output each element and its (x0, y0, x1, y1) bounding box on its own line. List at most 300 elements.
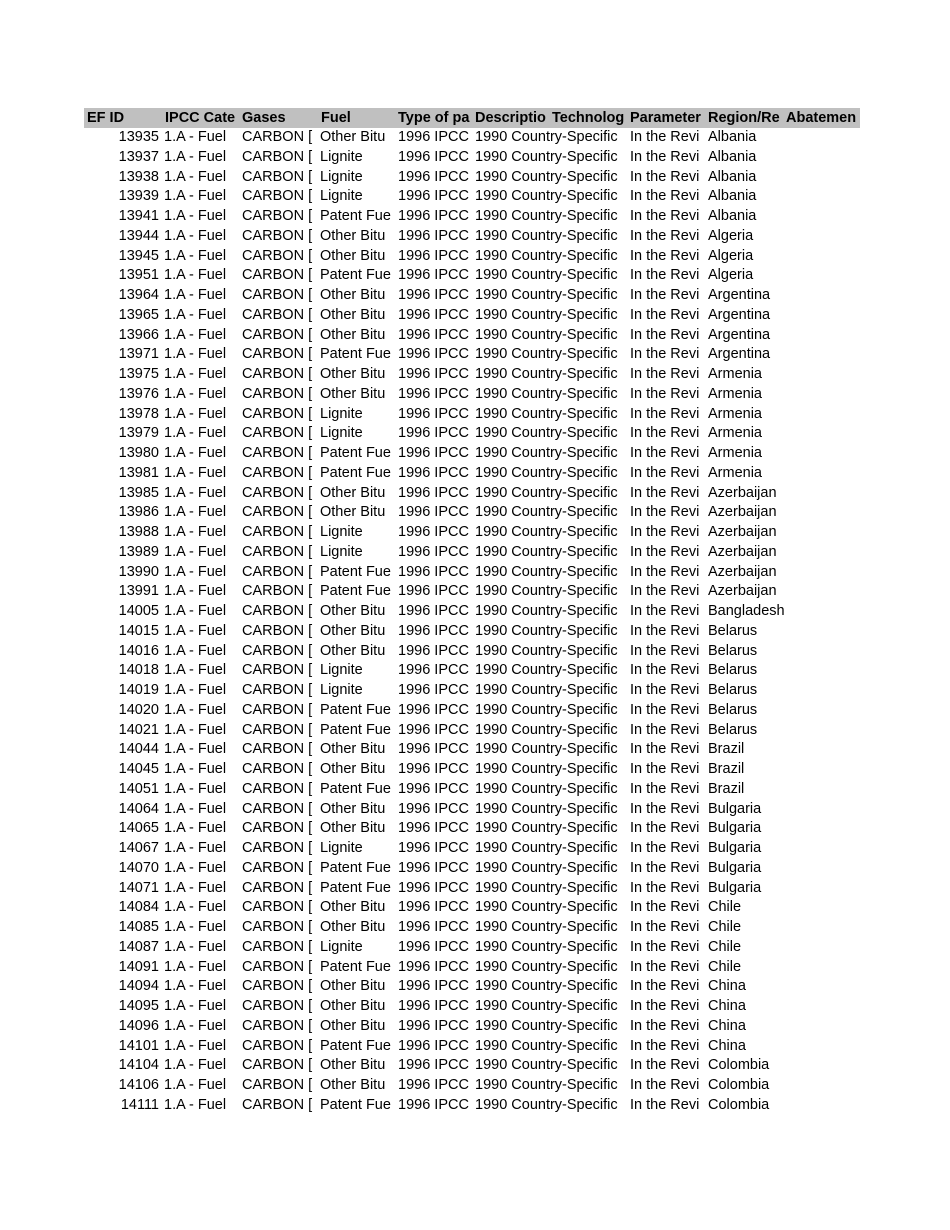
ipcc-category-cell[interactable]: 1.A - Fuel (164, 741, 227, 758)
description-cell[interactable]: 1990 Country-Specific (475, 780, 618, 797)
description-cell[interactable]: 1990 Country-Specific (475, 385, 618, 402)
description-cell[interactable]: 1990 Country-Specific (475, 543, 618, 560)
type-of-parameter-cell[interactable]: 1996 IPCC (398, 741, 469, 758)
abatement-cell[interactable] (785, 760, 860, 780)
gases-cell[interactable]: CARBON [ (242, 346, 313, 363)
gases-cell[interactable]: CARBON [ (242, 326, 313, 343)
ef-id-cell[interactable]: 14094 (118, 978, 159, 995)
header-gases[interactable]: Gases (242, 110, 286, 126)
region-cell[interactable]: Argentina (708, 326, 771, 343)
type-of-parameter-cell[interactable]: 1996 IPCC (398, 385, 469, 402)
ipcc-category-cell[interactable]: 1.A - Fuel (164, 326, 227, 343)
header-technology[interactable]: Technolog (552, 110, 625, 126)
description-cell[interactable]: 1990 Country-Specific (475, 168, 618, 185)
region-cell[interactable]: Armenia (708, 464, 762, 481)
ef-id-cell[interactable]: 13981 (118, 464, 159, 481)
abatement-cell[interactable] (785, 938, 860, 958)
type-of-parameter-cell[interactable]: 1996 IPCC (398, 267, 469, 284)
abatement-cell[interactable] (785, 839, 860, 859)
parameter-cell[interactable]: In the Revi (630, 958, 700, 975)
description-cell[interactable]: 1990 Country-Specific (475, 583, 618, 600)
abatement-cell[interactable] (785, 207, 860, 227)
region-cell[interactable]: Algeria (708, 247, 754, 264)
region-cell[interactable]: Belarus (708, 701, 758, 718)
technology-cell[interactable] (551, 740, 629, 760)
fuel-cell[interactable]: Patent Fue (320, 464, 391, 481)
type-of-parameter-cell[interactable]: 1996 IPCC (398, 958, 469, 975)
ef-id-cell[interactable]: 13945 (118, 247, 159, 264)
ef-id-cell[interactable]: 13966 (118, 326, 159, 343)
region-cell[interactable]: Chile (708, 919, 742, 935)
technology-cell[interactable] (551, 128, 629, 148)
fuel-cell[interactable]: Patent Fue (320, 563, 391, 580)
ipcc-category-cell[interactable]: 1.A - Fuel (164, 761, 227, 777)
fuel-cell[interactable]: Patent Fue (320, 1096, 391, 1113)
abatement-cell[interactable] (785, 661, 860, 681)
technology-cell[interactable] (551, 780, 629, 800)
parameter-cell[interactable]: In the Revi (630, 761, 700, 777)
ef-id-cell[interactable]: 13937 (118, 148, 159, 165)
ipcc-category-cell[interactable]: 1.A - Fuel (164, 1096, 227, 1113)
description-cell[interactable]: 1990 Country-Specific (475, 879, 618, 896)
fuel-cell[interactable]: Other Bitu (320, 1017, 386, 1034)
abatement-cell[interactable] (785, 859, 860, 879)
type-of-parameter-cell[interactable]: 1996 IPCC (398, 287, 469, 303)
fuel-cell[interactable]: Other Bitu (320, 820, 386, 837)
fuel-cell[interactable]: Other Bitu (320, 603, 386, 619)
ef-id-cell[interactable]: 13986 (118, 504, 159, 521)
ipcc-category-cell[interactable]: 1.A - Fuel (164, 366, 227, 382)
parameter-cell[interactable]: In the Revi (630, 780, 700, 797)
parameter-cell[interactable]: In the Revi (630, 899, 700, 916)
description-cell[interactable]: 1990 Country-Specific (475, 326, 618, 343)
type-of-parameter-cell[interactable]: 1996 IPCC (398, 840, 469, 856)
parameter-cell[interactable]: In the Revi (630, 879, 700, 896)
fuel-cell[interactable]: Lignite (320, 188, 363, 205)
region-cell[interactable]: Albania (708, 148, 757, 165)
ef-id-cell[interactable]: 13975 (118, 366, 159, 382)
technology-cell[interactable] (551, 306, 629, 326)
region-cell[interactable]: Azerbaijan (708, 583, 777, 600)
gases-cell[interactable]: CARBON [ (242, 504, 313, 521)
type-of-parameter-cell[interactable]: 1996 IPCC (398, 247, 469, 264)
fuel-cell[interactable]: Patent Fue (320, 445, 391, 461)
region-cell[interactable]: Bulgaria (708, 800, 762, 817)
gases-cell[interactable]: CARBON [ (242, 622, 313, 639)
technology-cell[interactable] (551, 385, 629, 405)
gases-cell[interactable]: CARBON [ (242, 701, 313, 718)
parameter-cell[interactable]: In the Revi (630, 129, 700, 145)
gases-cell[interactable]: CARBON [ (242, 761, 313, 777)
abatement-cell[interactable] (785, 642, 860, 662)
ef-id-cell[interactable]: 13979 (118, 425, 159, 442)
type-of-parameter-cell[interactable]: 1996 IPCC (398, 227, 469, 244)
type-of-parameter-cell[interactable]: 1996 IPCC (398, 405, 469, 422)
abatement-cell[interactable] (785, 1017, 860, 1037)
abatement-cell[interactable] (785, 740, 860, 760)
gases-cell[interactable]: CARBON [ (242, 287, 313, 303)
gases-cell[interactable]: CARBON [ (242, 642, 313, 659)
technology-cell[interactable] (551, 247, 629, 267)
fuel-cell[interactable]: Other Bitu (320, 287, 386, 303)
type-of-parameter-cell[interactable]: 1996 IPCC (398, 761, 469, 777)
technology-cell[interactable] (551, 266, 629, 286)
fuel-cell[interactable]: Patent Fue (320, 780, 391, 797)
gases-cell[interactable]: CARBON [ (242, 998, 313, 1014)
ef-id-cell[interactable]: 13964 (118, 287, 159, 303)
fuel-cell[interactable]: Other Bitu (320, 1057, 386, 1074)
ipcc-category-cell[interactable]: 1.A - Fuel (164, 188, 227, 205)
gases-cell[interactable]: CARBON [ (242, 267, 313, 284)
technology-cell[interactable] (551, 207, 629, 227)
abatement-cell[interactable] (785, 681, 860, 701)
description-cell[interactable]: 1990 Country-Specific (475, 899, 618, 916)
technology-cell[interactable] (551, 977, 629, 997)
parameter-cell[interactable]: In the Revi (630, 603, 700, 619)
abatement-cell[interactable] (785, 879, 860, 899)
type-of-parameter-cell[interactable]: 1996 IPCC (398, 346, 469, 363)
ipcc-category-cell[interactable]: 1.A - Fuel (164, 306, 227, 323)
technology-cell[interactable] (551, 958, 629, 978)
region-cell[interactable]: Bulgaria (708, 859, 762, 876)
abatement-cell[interactable] (785, 128, 860, 148)
ef-id-cell[interactable]: 13978 (118, 405, 159, 422)
gases-cell[interactable]: CARBON [ (242, 445, 313, 461)
gases-cell[interactable]: CARBON [ (242, 405, 313, 422)
region-cell[interactable]: Belarus (708, 642, 758, 659)
description-cell[interactable]: 1990 Country-Specific (475, 405, 618, 422)
header-description[interactable]: Descriptio (475, 110, 546, 126)
abatement-cell[interactable] (785, 977, 860, 997)
abatement-cell[interactable] (785, 148, 860, 168)
gases-cell[interactable]: CARBON [ (242, 524, 313, 540)
fuel-cell[interactable]: Other Bitu (320, 919, 386, 935)
parameter-cell[interactable]: In the Revi (630, 188, 700, 205)
abatement-cell[interactable] (785, 168, 860, 188)
region-cell[interactable]: Armenia (708, 425, 762, 442)
description-cell[interactable]: 1990 Country-Specific (475, 642, 618, 659)
ef-id-cell[interactable]: 13991 (118, 583, 159, 600)
ipcc-category-cell[interactable]: 1.A - Fuel (164, 464, 227, 481)
gases-cell[interactable]: CARBON [ (242, 899, 313, 916)
description-cell[interactable]: 1990 Country-Specific (475, 701, 618, 718)
abatement-cell[interactable] (785, 701, 860, 721)
ipcc-category-cell[interactable]: 1.A - Fuel (164, 227, 227, 244)
technology-cell[interactable] (551, 642, 629, 662)
gases-cell[interactable]: CARBON [ (242, 1096, 313, 1113)
type-of-parameter-cell[interactable]: 1996 IPCC (398, 662, 469, 679)
technology-cell[interactable] (551, 582, 629, 602)
abatement-cell[interactable] (785, 424, 860, 444)
description-cell[interactable]: 1990 Country-Specific (475, 682, 618, 698)
ef-id-cell[interactable]: 13988 (118, 524, 159, 540)
description-cell[interactable]: 1990 Country-Specific (475, 524, 618, 540)
description-cell[interactable]: 1990 Country-Specific (475, 129, 618, 145)
ipcc-category-cell[interactable]: 1.A - Fuel (164, 978, 227, 995)
gases-cell[interactable]: CARBON [ (242, 208, 313, 224)
technology-cell[interactable] (551, 326, 629, 346)
technology-cell[interactable] (551, 859, 629, 879)
description-cell[interactable]: 1990 Country-Specific (475, 1057, 618, 1074)
description-cell[interactable]: 1990 Country-Specific (475, 504, 618, 521)
parameter-cell[interactable]: In the Revi (630, 504, 700, 521)
type-of-parameter-cell[interactable]: 1996 IPCC (398, 524, 469, 540)
description-cell[interactable]: 1990 Country-Specific (475, 978, 618, 995)
region-cell[interactable]: Chile (708, 958, 742, 975)
abatement-cell[interactable] (785, 523, 860, 543)
abatement-cell[interactable] (785, 247, 860, 267)
ef-id-cell[interactable]: 14104 (118, 1057, 159, 1074)
gases-cell[interactable]: CARBON [ (242, 978, 313, 995)
region-cell[interactable]: Colombia (708, 1057, 770, 1074)
ef-id-cell[interactable]: 14071 (118, 879, 159, 896)
abatement-cell[interactable] (785, 266, 860, 286)
parameter-cell[interactable]: In the Revi (630, 405, 700, 422)
ipcc-category-cell[interactable]: 1.A - Fuel (164, 247, 227, 264)
ef-id-cell[interactable]: 14021 (118, 721, 159, 738)
abatement-cell[interactable] (785, 464, 860, 484)
ipcc-category-cell[interactable]: 1.A - Fuel (164, 800, 227, 817)
technology-cell[interactable] (551, 839, 629, 859)
description-cell[interactable]: 1990 Country-Specific (475, 1077, 618, 1093)
fuel-cell[interactable]: Other Bitu (320, 247, 386, 264)
type-of-parameter-cell[interactable]: 1996 IPCC (398, 721, 469, 738)
type-of-parameter-cell[interactable]: 1996 IPCC (398, 938, 469, 955)
fuel-cell[interactable]: Other Bitu (320, 761, 386, 777)
technology-cell[interactable] (551, 484, 629, 504)
abatement-cell[interactable] (785, 1037, 860, 1057)
technology-cell[interactable] (551, 1076, 629, 1096)
technology-cell[interactable] (551, 168, 629, 188)
fuel-cell[interactable]: Other Bitu (320, 385, 386, 402)
ef-id-cell[interactable]: 14016 (118, 642, 159, 659)
parameter-cell[interactable]: In the Revi (630, 267, 700, 284)
description-cell[interactable]: 1990 Country-Specific (475, 761, 618, 777)
region-cell[interactable]: Bulgaria (708, 879, 762, 896)
description-cell[interactable]: 1990 Country-Specific (475, 1017, 618, 1034)
fuel-cell[interactable]: Other Bitu (320, 129, 386, 145)
ef-id-cell[interactable]: 14051 (118, 780, 159, 797)
description-cell[interactable]: 1990 Country-Specific (475, 188, 618, 205)
ipcc-category-cell[interactable]: 1.A - Fuel (164, 919, 227, 935)
type-of-parameter-cell[interactable]: 1996 IPCC (398, 800, 469, 817)
type-of-parameter-cell[interactable]: 1996 IPCC (398, 1017, 469, 1034)
ipcc-category-cell[interactable]: 1.A - Fuel (164, 1017, 227, 1034)
region-cell[interactable]: Belarus (708, 682, 758, 698)
technology-cell[interactable] (551, 800, 629, 820)
technology-cell[interactable] (551, 365, 629, 385)
region-cell[interactable]: Chile (708, 938, 742, 955)
abatement-cell[interactable] (785, 543, 860, 563)
ef-id-cell[interactable]: 13971 (118, 346, 159, 363)
description-cell[interactable]: 1990 Country-Specific (475, 227, 618, 244)
ef-id-cell[interactable]: 14101 (118, 1037, 159, 1054)
gases-cell[interactable]: CARBON [ (242, 583, 313, 600)
parameter-cell[interactable]: In the Revi (630, 622, 700, 639)
description-cell[interactable]: 1990 Country-Specific (475, 267, 618, 284)
technology-cell[interactable] (551, 405, 629, 425)
technology-cell[interactable] (551, 563, 629, 583)
gases-cell[interactable]: CARBON [ (242, 919, 313, 935)
gases-cell[interactable]: CARBON [ (242, 938, 313, 955)
ef-id-cell[interactable]: 14106 (118, 1077, 159, 1093)
abatement-cell[interactable] (785, 563, 860, 583)
description-cell[interactable]: 1990 Country-Specific (475, 287, 618, 303)
ef-id-cell[interactable]: 13965 (118, 306, 159, 323)
type-of-parameter-cell[interactable]: 1996 IPCC (398, 879, 469, 896)
ipcc-category-cell[interactable]: 1.A - Fuel (164, 958, 227, 975)
region-cell[interactable]: Armenia (708, 385, 762, 402)
region-cell[interactable]: Algeria (708, 227, 754, 244)
abatement-cell[interactable] (785, 1056, 860, 1076)
region-cell[interactable]: Argentina (708, 306, 771, 323)
abatement-cell[interactable] (785, 622, 860, 642)
type-of-parameter-cell[interactable]: 1996 IPCC (398, 445, 469, 461)
ef-id-cell[interactable]: 13976 (118, 385, 159, 402)
technology-cell[interactable] (551, 602, 629, 622)
type-of-parameter-cell[interactable]: 1996 IPCC (398, 543, 469, 560)
region-cell[interactable]: Brazil (708, 741, 745, 758)
type-of-parameter-cell[interactable]: 1996 IPCC (398, 366, 469, 382)
ef-id-cell[interactable]: 13938 (118, 168, 159, 185)
region-cell[interactable]: Azerbaijan (708, 543, 777, 560)
abatement-cell[interactable] (785, 721, 860, 741)
ipcc-category-cell[interactable]: 1.A - Fuel (164, 287, 227, 303)
type-of-parameter-cell[interactable]: 1996 IPCC (398, 1057, 469, 1074)
fuel-cell[interactable]: Other Bitu (320, 504, 386, 521)
header-ef-id[interactable]: EF ID (87, 110, 125, 126)
parameter-cell[interactable]: In the Revi (630, 306, 700, 323)
fuel-cell[interactable]: Lignite (320, 682, 363, 698)
region-cell[interactable]: Colombia (708, 1096, 770, 1113)
abatement-cell[interactable] (785, 503, 860, 523)
parameter-cell[interactable]: In the Revi (630, 287, 700, 303)
fuel-cell[interactable]: Other Bitu (320, 306, 386, 323)
ef-id-cell[interactable]: 14019 (118, 682, 159, 698)
ef-id-cell[interactable]: 14096 (118, 1017, 159, 1034)
technology-cell[interactable] (551, 187, 629, 207)
description-cell[interactable]: 1990 Country-Specific (475, 148, 618, 165)
region-cell[interactable]: China (708, 1037, 746, 1054)
type-of-parameter-cell[interactable]: 1996 IPCC (398, 326, 469, 343)
parameter-cell[interactable]: In the Revi (630, 168, 700, 185)
parameter-cell[interactable]: In the Revi (630, 919, 700, 935)
ipcc-category-cell[interactable]: 1.A - Fuel (164, 1077, 227, 1093)
technology-cell[interactable] (551, 918, 629, 938)
gases-cell[interactable]: CARBON [ (242, 484, 313, 501)
type-of-parameter-cell[interactable]: 1996 IPCC (398, 998, 469, 1014)
ipcc-category-cell[interactable]: 1.A - Fuel (164, 504, 227, 521)
technology-cell[interactable] (551, 345, 629, 365)
ef-id-cell[interactable]: 14018 (118, 662, 159, 679)
ipcc-category-cell[interactable]: 1.A - Fuel (164, 583, 227, 600)
fuel-cell[interactable]: Other Bitu (320, 899, 386, 916)
description-cell[interactable]: 1990 Country-Specific (475, 464, 618, 481)
ipcc-category-cell[interactable]: 1.A - Fuel (164, 840, 227, 856)
region-cell[interactable]: Bulgaria (708, 820, 762, 837)
gases-cell[interactable]: CARBON [ (242, 168, 313, 185)
ipcc-category-cell[interactable]: 1.A - Fuel (164, 405, 227, 422)
description-cell[interactable]: 1990 Country-Specific (475, 622, 618, 639)
type-of-parameter-cell[interactable]: 1996 IPCC (398, 188, 469, 205)
type-of-parameter-cell[interactable]: 1996 IPCC (398, 504, 469, 521)
fuel-cell[interactable]: Lignite (320, 662, 363, 679)
fuel-cell[interactable]: Patent Fue (320, 267, 391, 284)
technology-cell[interactable] (551, 424, 629, 444)
fuel-cell[interactable]: Patent Fue (320, 1037, 391, 1054)
gases-cell[interactable]: CARBON [ (242, 425, 313, 442)
abatement-cell[interactable] (785, 1096, 860, 1116)
type-of-parameter-cell[interactable]: 1996 IPCC (398, 583, 469, 600)
ef-id-cell[interactable]: 14064 (118, 800, 159, 817)
fuel-cell[interactable]: Patent Fue (320, 701, 391, 718)
ipcc-category-cell[interactable]: 1.A - Fuel (164, 899, 227, 916)
abatement-cell[interactable] (785, 326, 860, 346)
parameter-cell[interactable]: In the Revi (630, 346, 700, 363)
type-of-parameter-cell[interactable]: 1996 IPCC (398, 978, 469, 995)
abatement-cell[interactable] (785, 306, 860, 326)
fuel-cell[interactable]: Lignite (320, 840, 363, 856)
description-cell[interactable]: 1990 Country-Specific (475, 958, 618, 975)
region-cell[interactable]: Bangladesh (708, 603, 785, 619)
region-cell[interactable]: Bulgaria (708, 840, 762, 856)
region-cell[interactable]: Algeria (708, 267, 754, 284)
fuel-cell[interactable]: Lignite (320, 168, 363, 185)
technology-cell[interactable] (551, 1056, 629, 1076)
gases-cell[interactable]: CARBON [ (242, 741, 313, 758)
gases-cell[interactable]: CARBON [ (242, 1037, 313, 1054)
description-cell[interactable]: 1990 Country-Specific (475, 1096, 618, 1113)
region-cell[interactable]: Armenia (708, 366, 762, 382)
description-cell[interactable]: 1990 Country-Specific (475, 859, 618, 876)
fuel-cell[interactable]: Lignite (320, 524, 363, 540)
description-cell[interactable]: 1990 Country-Specific (475, 366, 618, 382)
type-of-parameter-cell[interactable]: 1996 IPCC (398, 859, 469, 876)
gases-cell[interactable]: CARBON [ (242, 721, 313, 738)
description-cell[interactable]: 1990 Country-Specific (475, 247, 618, 264)
region-cell[interactable]: Colombia (708, 1077, 770, 1093)
technology-cell[interactable] (551, 444, 629, 464)
header-abatement[interactable]: Abatemen (786, 110, 857, 126)
gases-cell[interactable]: CARBON [ (242, 603, 313, 619)
ipcc-category-cell[interactable]: 1.A - Fuel (164, 267, 227, 284)
fuel-cell[interactable]: Lignite (320, 938, 363, 955)
parameter-cell[interactable]: In the Revi (630, 642, 700, 659)
type-of-parameter-cell[interactable]: 1996 IPCC (398, 484, 469, 501)
ipcc-category-cell[interactable]: 1.A - Fuel (164, 1057, 227, 1074)
parameter-cell[interactable]: In the Revi (630, 859, 700, 876)
ef-id-cell[interactable]: 14005 (118, 603, 159, 619)
gases-cell[interactable]: CARBON [ (242, 859, 313, 876)
type-of-parameter-cell[interactable]: 1996 IPCC (398, 701, 469, 718)
ipcc-category-cell[interactable]: 1.A - Fuel (164, 148, 227, 165)
ef-id-cell[interactable]: 13944 (118, 227, 159, 244)
parameter-cell[interactable]: In the Revi (630, 425, 700, 442)
abatement-cell[interactable] (785, 187, 860, 207)
fuel-cell[interactable]: Other Bitu (320, 998, 386, 1014)
ef-id-cell[interactable]: 14065 (118, 820, 159, 837)
gases-cell[interactable]: CARBON [ (242, 662, 313, 679)
type-of-parameter-cell[interactable]: 1996 IPCC (398, 148, 469, 165)
type-of-parameter-cell[interactable]: 1996 IPCC (398, 425, 469, 442)
description-cell[interactable]: 1990 Country-Specific (475, 306, 618, 323)
gases-cell[interactable]: CARBON [ (242, 780, 313, 797)
ipcc-category-cell[interactable]: 1.A - Fuel (164, 721, 227, 738)
technology-cell[interactable] (551, 938, 629, 958)
parameter-cell[interactable]: In the Revi (630, 208, 700, 224)
ipcc-category-cell[interactable]: 1.A - Fuel (164, 701, 227, 718)
type-of-parameter-cell[interactable]: 1996 IPCC (398, 129, 469, 145)
